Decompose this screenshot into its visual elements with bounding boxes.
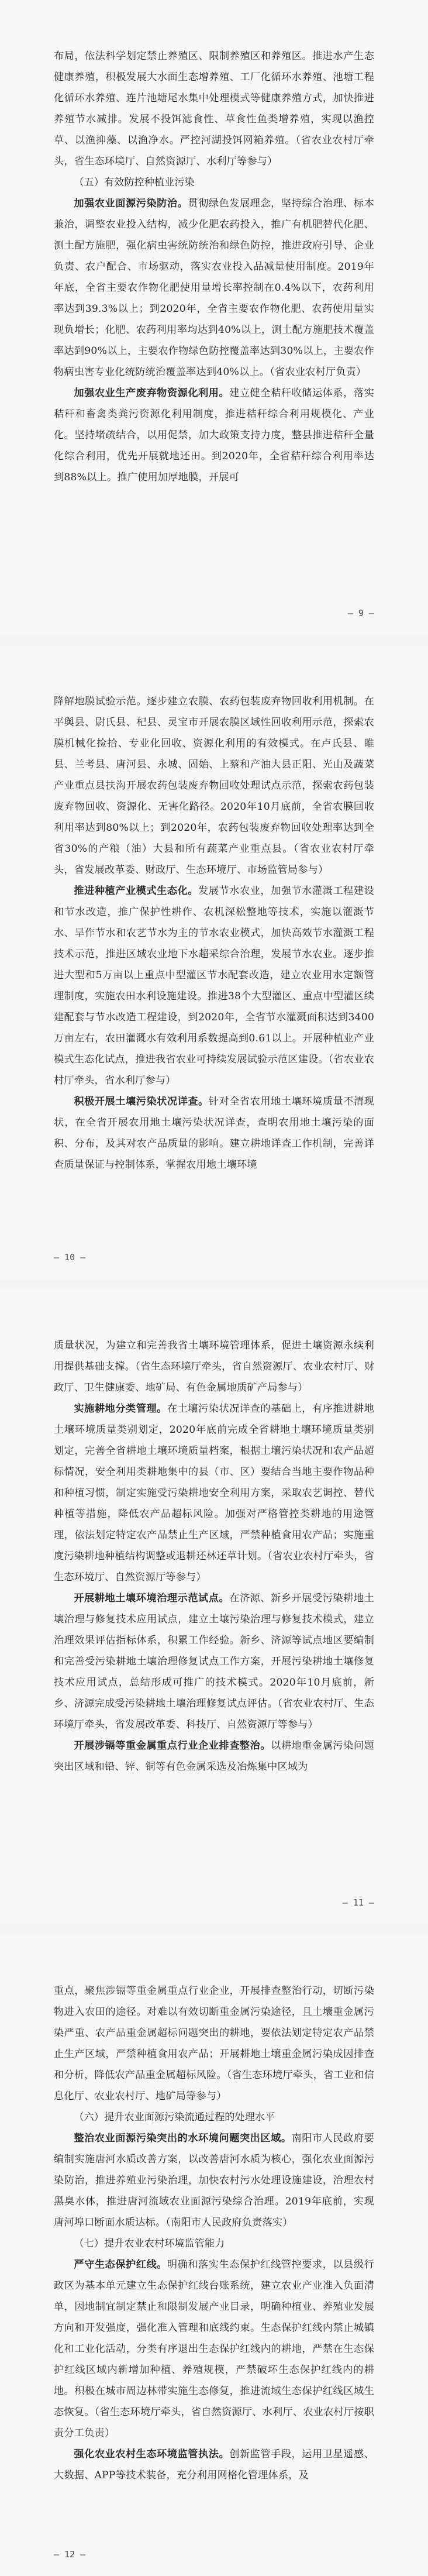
paragraph bbox=[54, 2254, 374, 2444]
paragraph-continued: 质量状况，为建立和完善我省土壤环境管理体系，促进土壤资源永续利用提供基础支撑。（省生态环境厅牵头，省自然资源厅、农业农村厅、财政厅、卫生健康委、地矿局、有色金属地质矿产局参与） bbox=[54, 1340, 374, 1394]
page-12 bbox=[0, 1935, 428, 2576]
paragraph-lead: 实施耕地分类管理。 bbox=[74, 1403, 167, 1415]
paragraph-continued: 降解地膜试验示范。逐步建立农膜、农药包装废弃物回收利用机制。在平舆县、尉氏县、杞县、灵宝市开展农膜区域性回收利用示范，探索农膜机械化捡拾、专业化回收、资源化利用的有效模式。在卢氏县、睢县、兰考县、唐河县、永城、固始、上蔡和产油大县正阳、光山及蔬菜产业重点县扶沟开展农药包装废弃物回收处理试点示范，探索农药包装废弃物回收、资源化、无害化路径。2020年10月底前，全省农膜回收利用率达到80%以上；到2020年，农药包装废弃物回收处理率达到全省30%的产粮（油）大县和所有蔬菜产业重点县。（省农业农村厅牵头，省发展改革委、财政厅、生态环境厅、市场监管局参与） bbox=[54, 696, 374, 876]
paragraph bbox=[54, 383, 374, 488]
paragraph-body: 创新监管手段，运用卫星遥感、大数据、APP等技术装备，充分利用网格化管理体系，及 bbox=[54, 2448, 374, 2481]
paragraph-lead: 积极开展土壤污染状况详查。 bbox=[74, 1096, 209, 1108]
paragraph-body: 发展节水农业，加强节水灌溉工程建设和节水改造，推广保护性耕作、农机深松整地等技术，实施以灌溉节水、旱作节水和农艺节水为主的节水农业模式，加快高效节水灌溉工程技术示范，推进区域农业地下水超采综合治理，发展节水农业。逐步推进大型和5万亩以上重点中型灌区节水配套改造，建立农业用水定额管理制度，实施农田水利设施建设。推进38个大型灌区、重点中型灌区续建配套与节水改造工程建设，到2020年，全省节水灌溉面积达到3400万亩左右，农田灌溉水有效利用系数提高到0.61以上。开展种植业产业模式生态化试点，推进我省农业可持续发展试验示范区建设。（省农业农村厅牵头，省水利厅参与） bbox=[54, 885, 374, 1086]
section-heading: （六）提升农业面源污染流通过程的处理水平 bbox=[74, 2111, 275, 2123]
paragraph bbox=[54, 1588, 374, 1735]
paragraph-body: 南阳市人民政府要编制实施唐河水质改善方案，以改善唐河水质为核心，强化农业面源污染防治，推进养殖业污染治理，加快农村污水处理设施建设，治理农村黑臭水体，推进唐河流域农业面源污染综合治理。2019年底前，实现唐河埠口断面水质达标。（南阳市人民政府负责落实） bbox=[54, 2133, 375, 2228]
paragraph-lead: 严守生态保护红线。 bbox=[74, 2259, 167, 2271]
paragraph bbox=[54, 193, 374, 383]
paragraph bbox=[54, 881, 374, 1091]
page-number: — 11 — bbox=[342, 1897, 374, 1908]
paragraph-body: 针对全省农用地土壤环境质量不清现状，在全省开展农用地土壤污染状况详查，查明农用地土壤污染的面积、分布，及其对农产品质量的影响。建立耕地详查工作机制，完善详查质量保证与控制体系，掌握农用地土壤环境 bbox=[54, 1096, 374, 1171]
page-10 bbox=[0, 645, 428, 1279]
paragraph bbox=[54, 1398, 374, 1588]
page-11 bbox=[0, 1289, 428, 1924]
paragraph bbox=[54, 1091, 374, 1175]
paragraph-lead: 推进种植产业模式生态化。 bbox=[74, 885, 199, 897]
paragraph-lead: 开展涉镉等重金属重点行业企业排查整治。 bbox=[74, 1740, 271, 1752]
paragraph-body: 以耕地重金属污染问题突出区域和铅、锌、铜等有色金属采选及冶炼集中区域为 bbox=[54, 1740, 374, 1773]
page-9 bbox=[0, 0, 428, 635]
paragraph-body: 建立健全秸秆收储运体系，落实秸秆和畜禽类粪污资源化利用制度，推进秸秆综合利用规模化、产业化。坚持堵疏结合，以用促禁，加大政策支持力度，整县推进秸秆全量化综合利用，优先开展就地还田。到2020年，全省秸秆综合利用率达到88%以上。推广使用加厚地膜，开展可 bbox=[54, 387, 374, 483]
paragraph-lead: 加强农业生产废弃物资源化利用。 bbox=[74, 387, 230, 399]
paragraph-lead: 开展耕地土壤环境治理示范试点。 bbox=[74, 1593, 230, 1604]
paragraph-continued: 布局，依法科学划定禁止养殖区、限制养殖区和养殖区。推进水产生态健康养殖，积极发展大水面生态增养殖、工厂化循环水养殖、池塘工程化循环水养殖、连片池塘尾水集中处理模式等健康养殖方式，加快推进养殖节水减排。发展不投饵滤食性、草食性鱼类增养殖，实现以渔控草、以渔抑藻、以渔净水。严控河湖投饵网箱养殖。（省农业农村厅牵头，省生态环境厅、自然资源厅、水利厅等参与） bbox=[54, 50, 374, 167]
page-number: — 9 — bbox=[347, 608, 374, 618]
paragraph bbox=[54, 2444, 374, 2486]
paragraph-body: 在土壤污染状况详查的基础上，有序推进耕地土壤环境质量类别划定，2020年底前完成全省耕地土壤环境质量类别划定，完善全省耕地土壤环境质量档案，根据土壤污染状况和农产品超标情况，安全利用类耕地集中的县（市、区）要结合当地主要作物品种和种植习惯，制定实施受污染耕地安全利用方案，采取农艺调控、替代种植等措施，降低农产品超标风险。加强对严格管控类耕地的用途管理，依法划定特定农产品禁止生产区域，严禁种植食用农产品；实施重度污染耕地种植结构调整或退耕还林还草计划。（省农业农村厅牵头，省生态环境厅、自然资源厅等参与） bbox=[54, 1403, 374, 1583]
section-heading: （七）提升农业农村环境监管能力 bbox=[74, 2238, 225, 2250]
paragraph-continued: 重点，聚焦涉镉等重金属重点行业企业，开展排查整治行动，切断污染物进入农田的途径。对难以有效切断重金属污染途径，且土壤重金属污染严重、农产品重金属超标问题突出的耕地，要依法划定特定农产品禁止生产区域，严禁种植食用农产品；开展耕地土壤重金属污染成因排查和分析，降低农产品重金属超标风险。（省生态环境厅牵头，省工业和信息化厅、农业农村厅、地矿局等参与） bbox=[54, 1985, 374, 2102]
paragraph-lead: 强化农业农村生态环境监管执法。 bbox=[74, 2448, 230, 2460]
paragraph bbox=[54, 1735, 374, 1777]
section-heading: （五）有效防控种植业污染 bbox=[74, 177, 195, 188]
paragraph-lead: 整治农业面源污染突出的水环境问题突出区域。 bbox=[74, 2133, 292, 2144]
paragraph-body: 贯彻绿色发展理念，坚持综合治理、标本兼治，调整农业投入结构，减少化肥农药投入，推广有机肥替代化肥、测土配方施肥，强化病虫害统防统治和绿色防控，推进政府引导、企业负责、农户配合、市场驱动，落实农业投入品减量使用制度。2019年年底，全省主要农作物化肥使用量增长率控制在0.4%以下，农药利用率达到39.3%以上；到2020年，全省主要农作物化肥、农药使用量实现负增长；化肥、农药利用率均达到40%以上，测土配方施肥技术覆盖率达到90%以上，主要农作物绿色防控覆盖率达到30%以上，主要农作物病虫害专业化统防统治覆盖率达到40%以上。（省农业农村厅负责） bbox=[54, 198, 375, 378]
paragraph bbox=[54, 2128, 374, 2233]
page-number: — 12 — bbox=[54, 2549, 86, 2560]
paragraph-body: 明确和落实生态保护红线管控要求，以县级行政区为基本单元建立生态保护红线台账系统，建立农业产业准入负面清单，因地制宜制定禁止和限制发展产业目录，明确种植业、养殖业发展方向和开发强度，强化准入管理和底线约束。生态保护红线内禁止城镇化和工业化活动，分类有序退出生态保护红线内的耕地，严禁在生态保护红线区域内新增加种植、养殖规模，严禁破坏生态保护红线内的耕地。积极在城市周边林带实施生态修复，推进流域生态保护红线区域生态恢复。（省生态环境厅牵头，省自然资源厅、水利厅、农业农村厅按职责分工负责） bbox=[54, 2259, 374, 2439]
paragraph-body: 在济源、新乡开展受污染耕地土壤治理与修复技术应用试点，建立土壤污染治理与修复技术模式，建立治理效果评估指标体系，积累工作经验。新乡、济源等试点地区要编制和完善受污染耕地土壤治理修复试点工作方案，开展污染耕地土壤修复技术应用试点，总结形成可推广的技术模式。2020年10月底前，新乡、济源完成受污染耕地土壤治理修复试点评估。（省农业农村厅、生态环境厅牵头，省发展改革委、科技厅、自然资源厅等参与） bbox=[54, 1593, 374, 1731]
paragraph-lead: 加强农业面源污染防治。 bbox=[74, 198, 188, 209]
page-number: — 10 — bbox=[54, 1252, 86, 1263]
